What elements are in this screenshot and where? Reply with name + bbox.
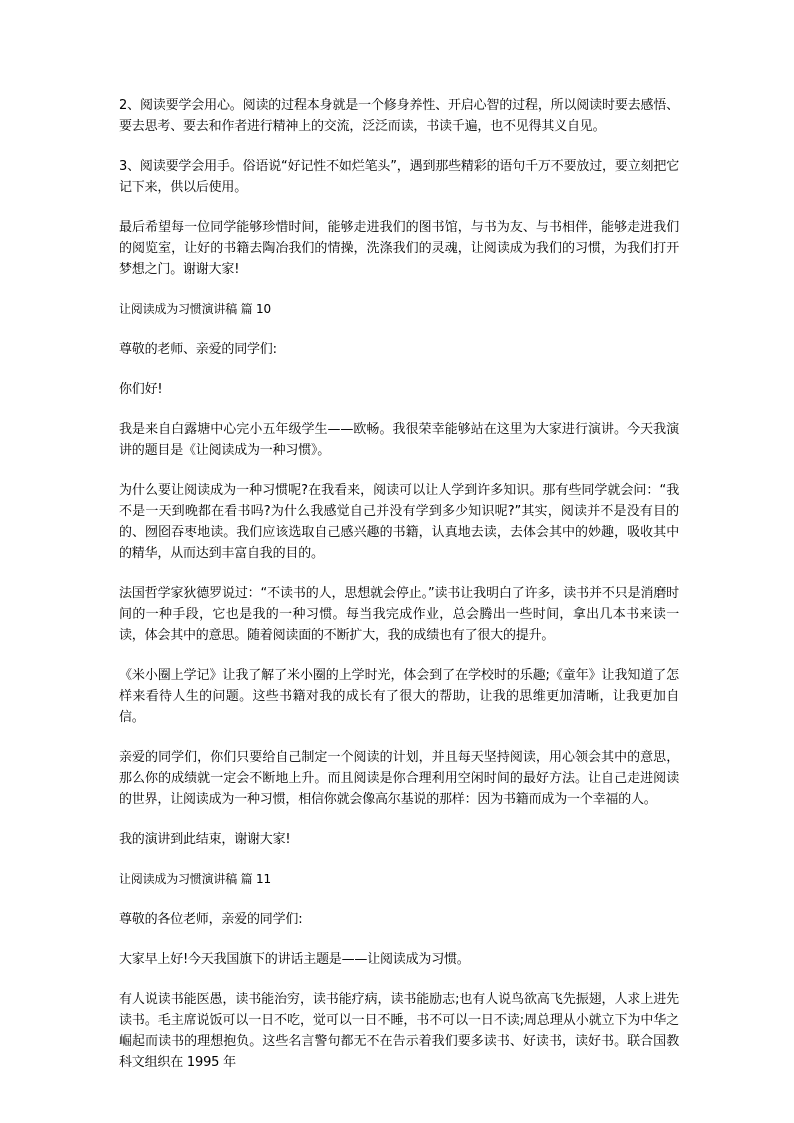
paragraph-quotes: 有人说读书能医愚，读书能治穷，读书能疗病，读书能励志;也有人说鸟欲高飞先振翅，人求上进先读书。毛主席说饭可以一日不吃，觉可以一日不睡，书不可以一日不读;周总理从小就立下为中华之崛起而读书的理想抱负。这些名言警句都无不在告示着我们要多读书、好读书，读好书。联合国教科文组织在 1995 年	[119, 992, 679, 1070]
document-body	[119, 95, 679, 1092]
salutation-11: 尊敬的各位老师，亲爱的同学们:	[119, 912, 303, 927]
section-heading-10: 让阅读成为习惯演讲稿 篇 10	[119, 302, 271, 316]
salutation-10: 尊敬的老师、亲爱的同学们:	[119, 342, 277, 357]
paragraph-advice: 亲爱的同学们，你们只要给自己制定一个阅读的计划，并且每天坚持阅读，用心领会其中的意思，那么你的成绩就一定会不断地上升。而且阅读是你合理利用空闲时间的最好方法。让自己走进阅读的世界，让阅读成为一种习惯，相信你就会像高尔基说的那样：因为书籍而成为一个幸福的人。	[119, 750, 679, 807]
greeting-11: 大家早上好!今天我国旗下的讲话主题是——让阅读成为习惯。	[119, 952, 470, 967]
paragraph-books-read: 《米小圈上学记》让我了解了米小圈的上学时光，体会到了在学校时的乐趣;《童年》让我知道了怎样来看待人生的问题。这些书籍对我的成长有了很大的帮助，让我的思维更加清晰，让我更加自信。	[119, 668, 679, 725]
paragraph-why-read: 为什么要让阅读成为一种习惯呢?在我看来，阅读可以让人学到许多知识。那有些同学就会问：“我不是一天到晚都在看书吗?为什么我感觉自己并没有学到多少知识呢?”其实，阅读并不是没有目的的、囫囵吞枣地读。我们应该选取自己感兴趣的书籍，认真地去读，去体会其中的妙趣，吸收其中的精华，从而达到丰富自我的目的。	[119, 483, 679, 561]
paragraph-closing: 最后希望每一位同学能够珍惜时间，能够走进我们的图书馆，与书为友、与书相伴，能够走进我们的阅览室，让好的书籍去陶冶我们的情操，洗涤我们的灵魂，让阅读成为我们的习惯，为我们打开梦想之门。谢谢大家!	[119, 220, 679, 277]
paragraph-diderot-quote: 法国哲学家狄德罗说过：“不读书的人，思想就会停止。”读书让我明白了许多，读书并不只是消磨时间的一种手段，它也是我的一种习惯。每当我完成作业，总会腾出一些时间，拿出几本书来读一读，体会其中的意思。随着阅读面的不断扩大，我的成绩也有了很大的提升。	[119, 586, 679, 643]
paragraph-intro-10: 我是来自白露塘中心完小五年级学生——欧畅。我很荣幸能够站在这里为大家进行演讲。今天我演讲的题目是《让阅读成为一种习惯》。	[119, 422, 679, 458]
paragraph-end-10: 我的演讲到此结束，谢谢大家!	[119, 832, 291, 847]
paragraph-point-2: 2、阅读要学会用心。阅读的过程本身就是一个修身养性、开启心智的过程，所以阅读时要去感悟、要去思考、要去和作者进行精神上的交流，泛泛而读，书读千遍，也不见得其义自见。	[119, 98, 679, 134]
paragraph-point-3: 3、阅读要学会用手。俗语说“好记性不如烂笔头”，遇到那些精彩的语句千万不要放过，要立刻把它记下来，供以后使用。	[119, 159, 679, 195]
greeting-10: 你们好!	[119, 382, 163, 397]
section-heading-11: 让阅读成为习惯演讲稿 篇 11	[119, 872, 271, 886]
